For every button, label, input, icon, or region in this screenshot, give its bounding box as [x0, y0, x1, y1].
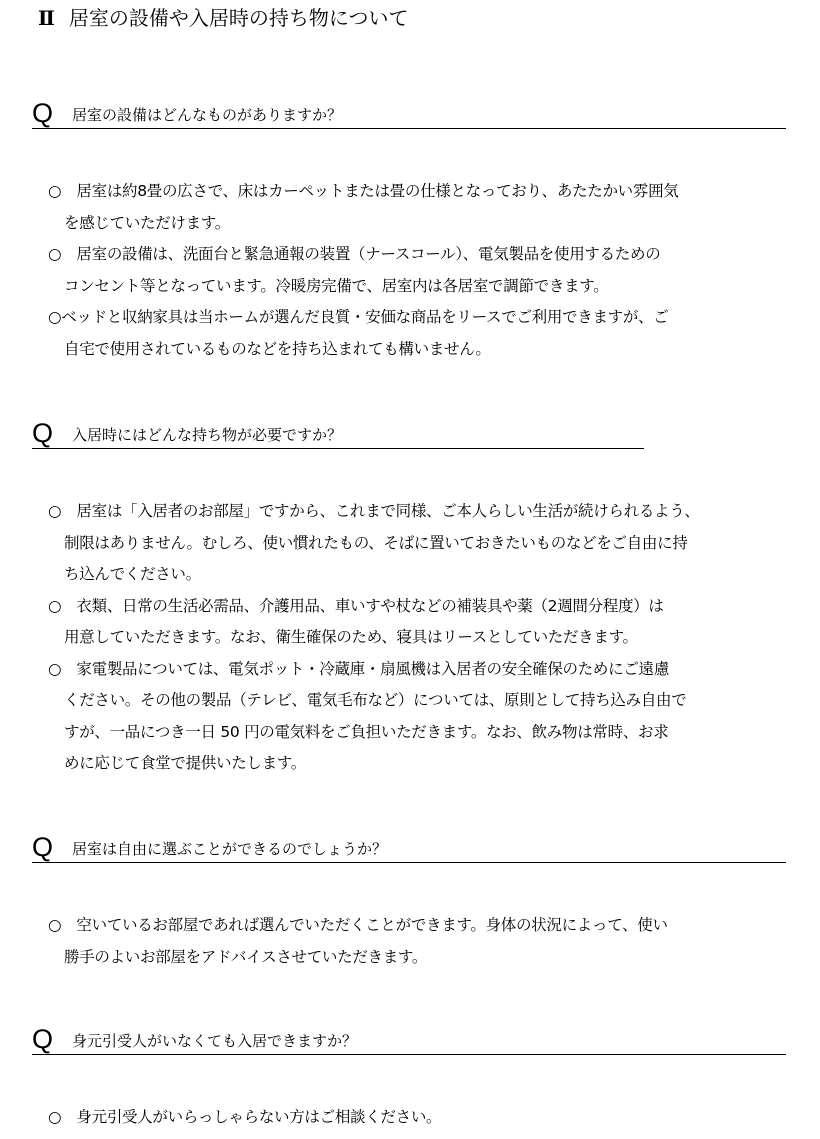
- answer-block-2: [48, 496, 793, 780]
- q-mark: Q: [32, 98, 54, 128]
- answer-line: ○ 居室は「入居者のお部屋」ですから、これまで同様、ご本人らしい生活が続けられるよう、: [48, 502, 700, 520]
- question-heading-1: [32, 98, 786, 129]
- answer-line: ください。その他の製品（テレビ、電気毛布など）については、原則として持ち込み自由で: [64, 691, 687, 709]
- answer-line: 自宅で使用されているものなどを持ち込まれても構いません。: [64, 339, 491, 358]
- q-mark: Q: [32, 832, 54, 862]
- answer-line: ○ 家電製品については、電気ポット・冷蔵庫・扇風機は入居者の安全確保のためにご遠慮: [48, 659, 669, 678]
- question-text: 居室の設備はどんなものがありますか？: [72, 106, 343, 124]
- answer-line: コンセント等となっています。冷暖房完備で、居室内は各居室で調節できます。: [64, 276, 609, 295]
- answer-line: ち込んでください。: [64, 565, 201, 583]
- section-title: [38, 4, 408, 32]
- question-text: 身元引受人がいなくても入居できますか？: [72, 1032, 358, 1050]
- answer-line: ○ 身元引受人がいらっしゃらない方はご相談ください。: [48, 1108, 442, 1126]
- section-number: Ⅱ: [38, 6, 55, 30]
- answer-block-4: [48, 1102, 793, 1134]
- answer-line: を感じていただけます。: [64, 213, 230, 232]
- answer-line: ○ 空いているお部屋であれば選んでいただくことができます。身体の状況によって、使い: [48, 916, 668, 934]
- question-heading-3: [32, 832, 786, 863]
- answer-line: ○ベッドと収納家具は当ホームが選んだ良質・安価な商品をリースでご利用できますが、ご: [48, 308, 669, 326]
- answer-line: 用意していただきます。なお、衛生確保のため、寝具はリースとしていただきます。: [64, 628, 638, 646]
- question-heading-4: [32, 1024, 786, 1055]
- answer-block-3: [48, 910, 793, 973]
- answer-line: 制限はありません。むしろ、使い慣れたもの、そばに置いておきたいものなどをご自由に持: [64, 533, 688, 552]
- question-text: 入居時にはどんな持ち物が必要ですか？: [72, 426, 343, 444]
- answer-line: ○ 居室の設備は、洗面台と緊急通報の装置（ナースコール）、電気製品を使用するための: [48, 245, 661, 263]
- question-heading-2: [32, 418, 644, 449]
- section-title-text: 居室の設備や入居時の持ち物について: [68, 6, 409, 30]
- q-mark: Q: [32, 418, 54, 448]
- answer-line: すが、一品につき一日 50 円の電気料をご負担いただきます。なお、飲み物は常時、お求: [64, 722, 669, 741]
- answer-line: めに応じて食堂で提供いたします。: [64, 754, 306, 772]
- answer-line: ○ 衣類、日常の生活必需品、介護用品、車いすや杖などの補装具や薬（2週間分程度）は: [48, 596, 664, 615]
- q-mark: Q: [32, 1024, 54, 1054]
- answer-line: 勝手のよいお部屋をアドバイスさせていただきます。: [64, 947, 428, 966]
- answer-block-1: [48, 176, 793, 365]
- answer-line: ○ 居室は約8畳の広さで、床はカーペットまたは畳の仕様となっており、あたたかい雰囲気: [48, 182, 679, 200]
- question-text: 居室は自由に選ぶことができるのでしょうか？: [72, 840, 388, 858]
